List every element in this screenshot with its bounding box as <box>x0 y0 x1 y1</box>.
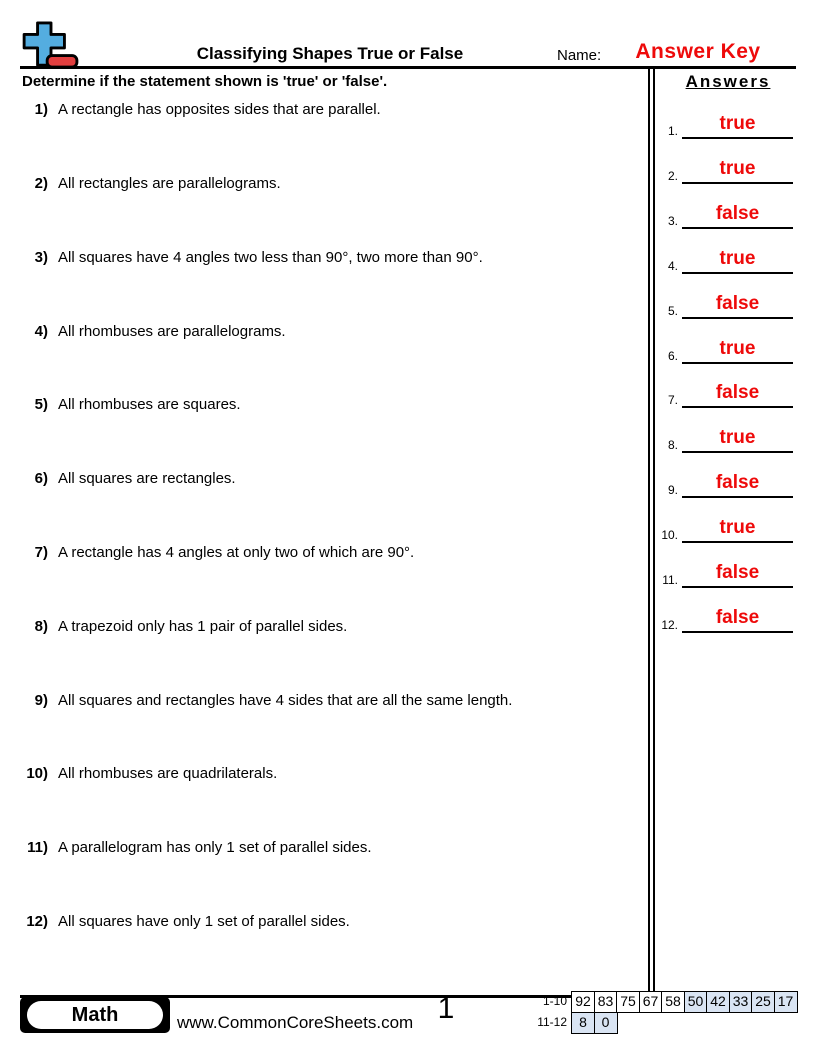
question-item <box>22 765 634 784</box>
answer-item <box>654 105 796 139</box>
question-number: 4) <box>34 323 48 340</box>
answer-value: true <box>719 248 756 270</box>
score-table <box>531 991 798 1034</box>
question-item <box>22 839 634 858</box>
question-text: All squares and rectangles have 4 sides that are all the same length. <box>58 692 513 709</box>
answer-value: false <box>715 203 760 225</box>
website-text: www.CommonCoreSheets.com <box>177 1013 414 1032</box>
answer-number: 2. <box>667 169 678 183</box>
answer-line <box>682 248 793 274</box>
answer-item <box>654 554 796 588</box>
answer-item <box>654 374 796 408</box>
name-label: Name: <box>557 47 602 64</box>
score-cell: 92 <box>571 991 595 1013</box>
header-rule <box>20 66 796 69</box>
question-number: 6) <box>34 470 48 487</box>
page-title: Classifying Shapes True or False <box>196 44 464 63</box>
page-number: 1 <box>437 992 455 1025</box>
answer-item <box>654 285 796 319</box>
answer-value: false <box>715 293 760 315</box>
score-row <box>531 1012 798 1034</box>
question-text: All rhombuses are squares. <box>58 396 241 413</box>
answer-item <box>654 195 796 229</box>
answer-value: true <box>719 338 756 360</box>
question-item <box>22 323 634 342</box>
question-item <box>22 470 634 489</box>
answer-value: false <box>715 382 760 404</box>
question-item <box>22 175 634 194</box>
answer-number: 11. <box>662 573 678 587</box>
answer-item <box>654 330 796 364</box>
answer-value: true <box>719 517 756 539</box>
question-number: 10) <box>26 765 48 782</box>
answer-line <box>682 113 793 139</box>
subject-badge <box>20 997 170 1033</box>
answer-number: 9. <box>667 483 678 497</box>
answer-item <box>654 509 796 543</box>
answer-number: 6. <box>667 349 678 363</box>
question-item <box>22 101 634 120</box>
answer-number: 10. <box>661 528 678 542</box>
score-row <box>531 991 798 1013</box>
subject-label: Math <box>27 1001 163 1029</box>
answer-item <box>654 150 796 184</box>
question-item <box>22 692 634 711</box>
question-item <box>22 249 634 268</box>
answer-line <box>682 293 793 319</box>
question-item <box>22 544 634 563</box>
question-number: 3) <box>34 249 48 266</box>
answer-value: true <box>719 158 756 180</box>
answer-line <box>682 427 793 453</box>
question-text: All squares have 4 angles two less than 90°, two more than 90°. <box>58 249 483 266</box>
answers-heading: Answers <box>685 72 771 91</box>
score-row-label: 1-10 <box>542 994 567 1008</box>
score-row-label: 11-12 <box>537 1014 567 1029</box>
score-cell: 67 <box>639 991 663 1013</box>
score-cell: 83 <box>594 991 618 1013</box>
answer-line <box>682 607 793 633</box>
question-number: 9) <box>34 692 48 709</box>
question-text: All rectangles are parallelograms. <box>58 175 281 192</box>
score-cell: 50 <box>684 991 708 1013</box>
answer-line <box>682 562 793 588</box>
answer-number: 7. <box>667 393 678 407</box>
answer-value: true <box>719 427 756 449</box>
question-text: All squares are rectangles. <box>58 470 236 487</box>
question-number: 11) <box>27 839 48 856</box>
answer-line <box>682 382 793 408</box>
question-text: A rectangle has 4 angles at only two of which are 90°. <box>58 544 415 561</box>
answer-number: 12. <box>661 618 678 632</box>
question-text: All rhombuses are parallelograms. <box>58 323 286 340</box>
question-number: 2) <box>34 175 48 192</box>
question-text: All rhombuses are quadrilaterals. <box>58 765 278 782</box>
answer-line <box>682 158 793 184</box>
answer-value: false <box>715 607 760 629</box>
answer-item <box>654 240 796 274</box>
answer-value: false <box>715 472 760 494</box>
answer-line <box>682 203 793 229</box>
answer-number: 5. <box>667 304 678 318</box>
commoncoresheets-logo <box>22 21 80 69</box>
answer-number: 4. <box>667 259 678 273</box>
score-cell: 33 <box>729 991 753 1013</box>
answer-number: 8. <box>667 438 678 452</box>
instructions: Determine if the statement shown is 'true' or 'false'. <box>22 73 388 90</box>
answer-line <box>682 517 793 543</box>
answer-value: false <box>715 562 760 584</box>
score-cell: 75 <box>616 991 640 1013</box>
question-number: 8) <box>34 618 48 635</box>
score-cell: 8 <box>571 1012 595 1034</box>
answer-number: 1. <box>667 124 678 138</box>
question-item <box>22 618 634 637</box>
answer-item <box>654 599 796 633</box>
question-text: A rectangle has opposites sides that are parallel. <box>58 101 381 118</box>
score-cell: 17 <box>774 991 798 1013</box>
answer-item <box>654 464 796 498</box>
answer-item <box>654 419 796 453</box>
answer-line <box>682 338 793 364</box>
question-number: 5) <box>34 396 48 413</box>
answer-value: true <box>719 113 756 135</box>
question-text: A trapezoid only has 1 pair of parallel sides. <box>58 618 348 635</box>
answer-key-label: Answer Key <box>635 40 761 63</box>
answer-line <box>682 472 793 498</box>
score-cell: 0 <box>594 1012 618 1034</box>
question-text: A parallelogram has only 1 set of parallel sides. <box>58 839 372 856</box>
question-number: 7) <box>34 544 48 561</box>
score-cell: 42 <box>706 991 730 1013</box>
score-cell: 58 <box>661 991 685 1013</box>
score-cell: 25 <box>751 991 775 1013</box>
question-number: 12) <box>26 913 48 930</box>
question-number: 1) <box>34 101 48 118</box>
question-item <box>22 913 634 932</box>
question-text: All squares have only 1 set of parallel sides. <box>58 913 350 930</box>
answer-number: 3. <box>667 214 678 228</box>
question-item <box>22 396 634 415</box>
